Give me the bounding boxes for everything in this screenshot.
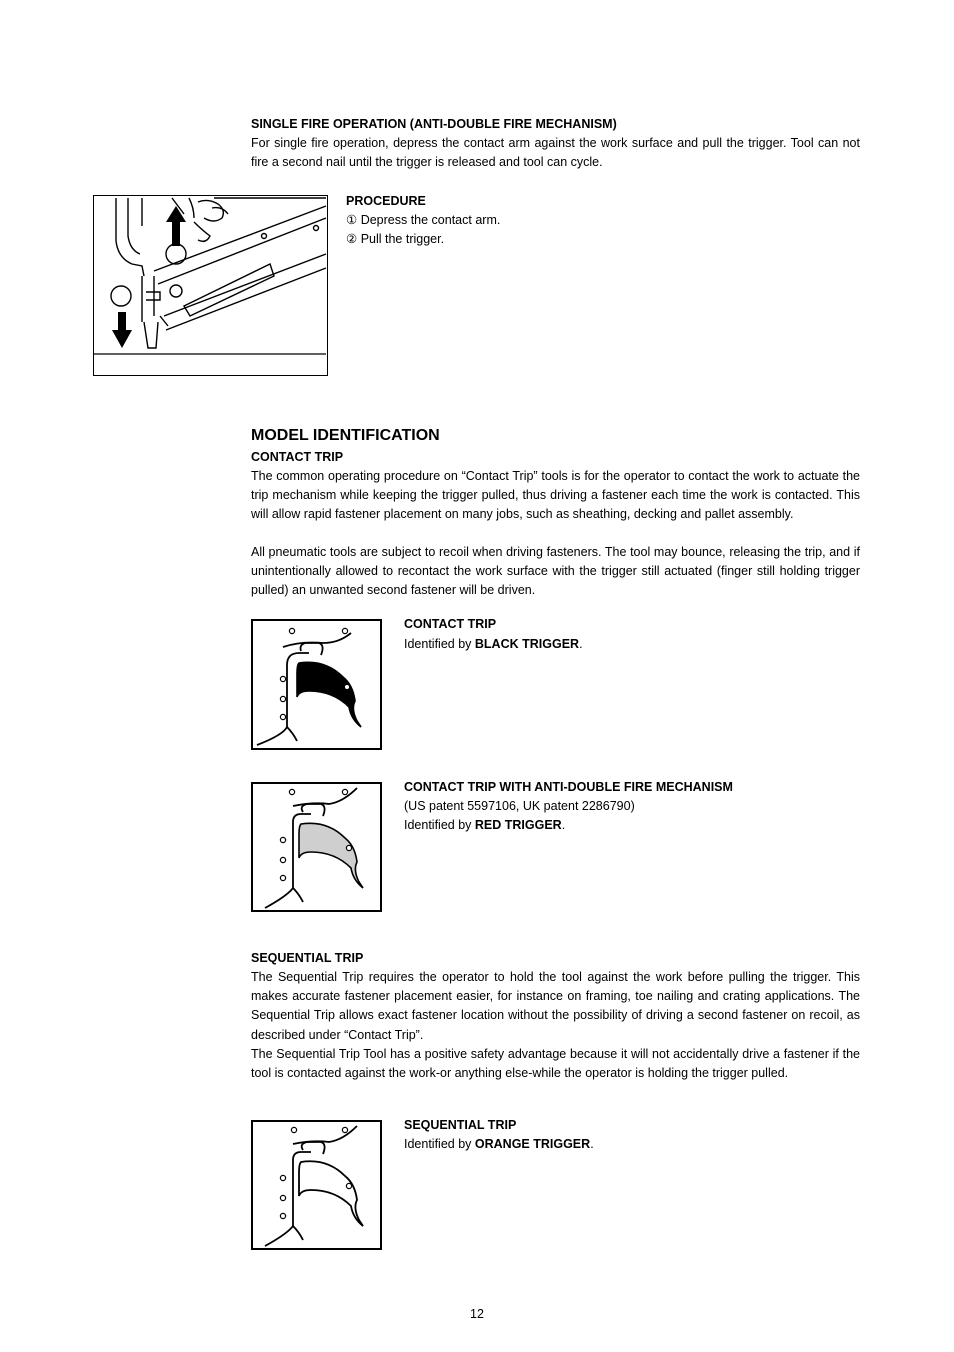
sequential-paragraph-1: The Sequential Trip requires the operator to hold the tool against the work before pulling the trigger. This makes accurate fastener placement easier, for instance on framing, toe nailing and crating applications. The Sequential Trip allows exact fastener location without the possibility of driving a second fastener on recoil, as described under “Contact Trip”.	[251, 970, 860, 1042]
identified-suffix: .	[579, 637, 583, 651]
trigger-title-contact: CONTACT TRIP	[404, 617, 497, 631]
sequential-trip-heading: SEQUENTIAL TRIP	[251, 951, 364, 965]
orange-trigger-figure	[251, 1120, 382, 1250]
trigger-shape	[299, 1161, 363, 1226]
trigger-title-anti-double: CONTACT TRIP WITH ANTI-DOUBLE FIRE MECHANISM	[404, 780, 733, 794]
trigger-shape	[297, 662, 361, 727]
identified-prefix: Identified by	[404, 818, 475, 832]
trigger-identified-red	[404, 816, 565, 835]
trigger-color-label: ORANGE TRIGGER	[474, 1137, 591, 1151]
contact-trip-heading: CONTACT TRIP	[251, 450, 344, 464]
trigger-title-sequential: SEQUENTIAL TRIP	[404, 1118, 517, 1132]
page-number: 12	[470, 1307, 484, 1321]
trigger-illustration	[253, 621, 380, 748]
identified-prefix: Identified by	[404, 1137, 475, 1151]
black-trigger-figure	[251, 619, 382, 750]
step-text: Depress the contact arm.	[357, 213, 501, 227]
single-fire-body: For single fire operation, depress the contact arm against the work surface and pull the trigger. Tool can not fire a second nail until the trigger is released and tool can cycle.	[251, 136, 860, 170]
red-trigger-figure	[251, 782, 382, 912]
nailer-figure	[93, 195, 328, 376]
identified-suffix: .	[561, 818, 566, 832]
identified-suffix: .	[590, 1137, 594, 1151]
trigger-color-label: RED TRIGGER	[474, 818, 562, 832]
sequential-paragraph-2: The Sequential Trip Tool has a positive safety advantage because it will not accidentally drive a fastener if the tool is contacted against the work-or anything else-while the operator is holding the trigger pulled.	[251, 1047, 860, 1081]
single-fire-title: SINGLE FIRE OPERATION (ANTI-DOUBLE FIRE MECHANISM)	[251, 117, 617, 131]
procedure-step-1	[346, 211, 500, 230]
step-marker: ②	[346, 232, 358, 246]
procedure-step-2	[346, 230, 444, 249]
identified-prefix: Identified by	[404, 637, 475, 651]
step-marker: ①	[346, 213, 358, 227]
trigger-identified-black	[404, 635, 583, 654]
trigger-illustration	[253, 784, 380, 910]
contact-trip-paragraph-1: The common operating procedure on “Contact Trip” tools is for the operator to contact the work to actuate the trip mechanism while keeping the trigger pulled, thus driving a fastener each time the work is contacted. This will allow rapid fastener placement on many jobs, such as sheathing, decking and pallet assembly.	[251, 469, 860, 522]
contact-trip-paragraph-2: All pneumatic tools are subject to recoil when driving fasteners. The tool may bounce, releasing the trip, and if unintentionally allowed to recontact the work surface with the trigger still actuated (finger still holding trigger pulled) an unwanted second fastener will be driven.	[251, 545, 860, 598]
trigger-patent-line: (US patent 5597106, UK patent 2286790)	[404, 799, 635, 813]
step-text: Pull the trigger.	[357, 232, 445, 246]
trigger-shape	[299, 823, 363, 888]
trigger-illustration	[253, 1122, 380, 1248]
model-identification-title: MODEL IDENTIFICATION	[251, 427, 440, 444]
procedure-title: PROCEDURE	[346, 194, 426, 208]
trigger-color-label: BLACK TRIGGER	[474, 637, 580, 651]
trigger-identified-orange	[404, 1135, 594, 1154]
nailer-illustration	[94, 196, 327, 375]
